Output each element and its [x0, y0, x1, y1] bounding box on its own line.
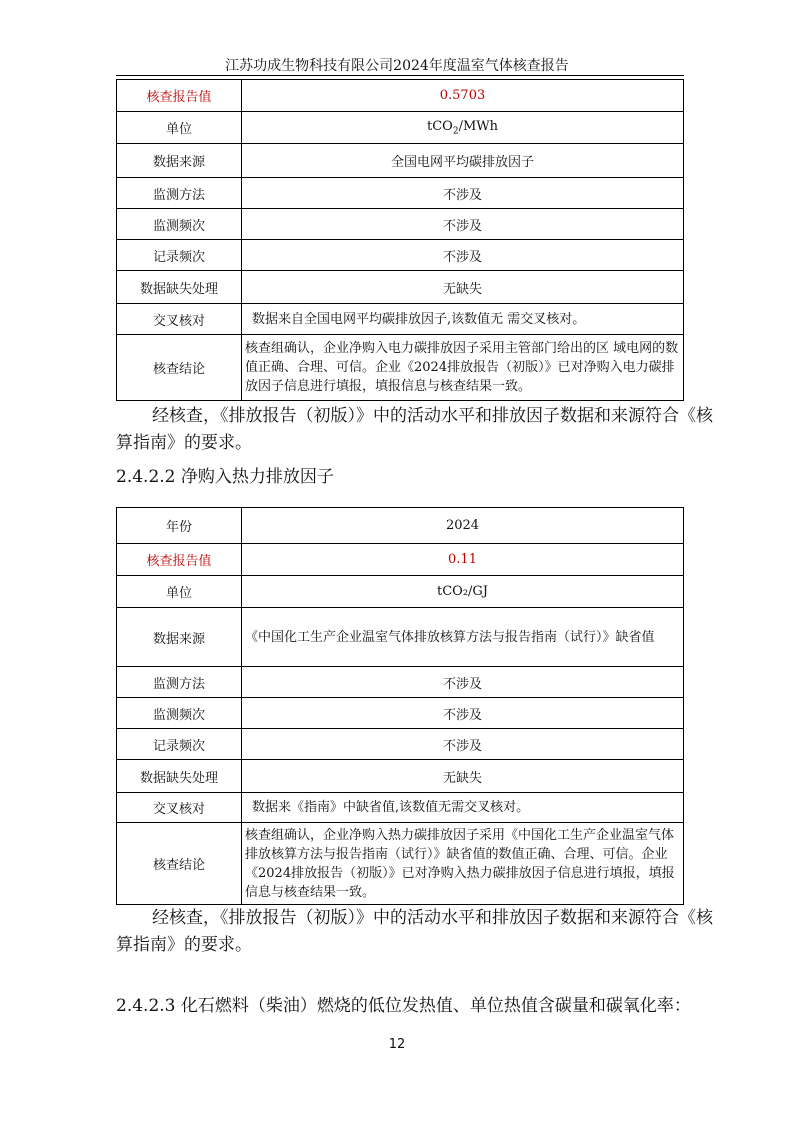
- row-value: 0.11: [242, 544, 684, 576]
- paragraph-2: 经核查，《排放报告（初版）》中的活动水平和排放因子数据和来源符合《核算指南》的要求。: [116, 908, 713, 955]
- table-row: [117, 80, 684, 112]
- table-row: [117, 112, 684, 144]
- page-number: 12: [388, 1037, 406, 1052]
- row-value: 0.5703: [242, 80, 684, 112]
- unit-text: tCO$_2$/MWh: [426, 118, 498, 137]
- row-label: 核查结论: [117, 335, 242, 401]
- table-row: [117, 178, 684, 209]
- row-label: 数据缺失处理: [117, 760, 242, 793]
- table-row: [117, 698, 684, 729]
- row-value: 不涉及: [242, 240, 684, 271]
- paragraph-1: 经核查，《排放报告（初版）》中的活动水平和排放因子数据和来源符合《核算指南》的要求。: [116, 406, 713, 453]
- table-row: [117, 240, 684, 271]
- row-value: 数据来自全国电网平均碳排放因子,该数值无 需交叉核对。: [242, 304, 684, 335]
- row-label: 交叉核对: [117, 793, 242, 823]
- row-value: 不涉及: [242, 209, 684, 240]
- table-row: [117, 508, 684, 544]
- table-row: [117, 304, 684, 335]
- table-row: [117, 667, 684, 698]
- table-row: [117, 729, 684, 760]
- row-value: 《中国化工生产企业温室气体排放核算方法与报告指南（试行）》缺省值: [242, 608, 684, 667]
- row-label: 数据来源: [117, 608, 242, 667]
- table-row: [117, 271, 684, 304]
- row-label: 数据缺失处理: [117, 271, 242, 304]
- row-label: 年份: [117, 508, 242, 544]
- table-row: [117, 544, 684, 576]
- row-label: 监测方法: [117, 178, 242, 209]
- row-label: 监测频次: [117, 209, 242, 240]
- table-row: [117, 608, 684, 667]
- row-label: 数据来源: [117, 144, 242, 178]
- row-label: 交叉核对: [117, 304, 242, 335]
- row-value: 不涉及: [242, 729, 684, 760]
- row-value: tCO₂/GJ: [242, 576, 684, 608]
- row-value: [242, 112, 684, 144]
- row-label: 核查结论: [117, 823, 242, 905]
- electricity-factor-table: [116, 79, 684, 401]
- table-row: [117, 760, 684, 793]
- row-value: 不涉及: [242, 178, 684, 209]
- row-label: 单位: [117, 576, 242, 608]
- row-label: 核查报告值: [117, 80, 242, 112]
- row-value: 核查组确认，企业净购入热力碳排放因子采用《中国化工生产企业温室气体排放核算方法与报告指南（试行）》缺省值的数值正确、合理、可信。企业《2024排放报告（初版）》已对净购入热力碳排放因子信息进行填报，填报信息与核查结果一致。: [242, 823, 684, 905]
- row-value: 核查组确认，企业净购入电力碳排放因子采用主管部门给出的区 域电网的数值正确、合理、可信。企业《2024排放报告（初版）》已对净购入电力碳排放因子信息进行填报，填报信息与核查结果一致。: [242, 335, 684, 401]
- row-label: 记录频次: [117, 240, 242, 271]
- row-value: 不涉及: [242, 667, 684, 698]
- row-label: 核查报告值: [117, 544, 242, 576]
- page-header: 江苏功成生物科技有限公司2024年度温室气体核查报告: [225, 58, 569, 74]
- table-row: [117, 793, 684, 823]
- row-label: 记录频次: [117, 729, 242, 760]
- table-row: [117, 823, 684, 905]
- row-value: 不涉及: [242, 698, 684, 729]
- row-value: 2024: [242, 508, 684, 544]
- table-row: [117, 209, 684, 240]
- row-label: 监测频次: [117, 698, 242, 729]
- table-row: [117, 335, 684, 401]
- header-rule: [116, 75, 684, 76]
- row-value: 全国电网平均碳排放因子: [242, 144, 684, 178]
- heat-factor-table: [116, 507, 684, 905]
- row-label: 单位: [117, 112, 242, 144]
- section-heading-2-4-2-3: 2.4.2.3 化石燃料（柴油）燃烧的低位发热值、单位热值含碳量和碳氧化率：: [116, 996, 691, 1016]
- table-row: [117, 144, 684, 178]
- row-label: 监测方法: [117, 667, 242, 698]
- row-value: 无缺失: [242, 760, 684, 793]
- row-value: 数据来《指南》中缺省值,该数值无需交叉核对。: [242, 793, 684, 823]
- section-heading-2-4-2-2: 2.4.2.2 净购入热力排放因子: [116, 467, 334, 487]
- row-value: 无缺失: [242, 271, 684, 304]
- table-row: [117, 576, 684, 608]
